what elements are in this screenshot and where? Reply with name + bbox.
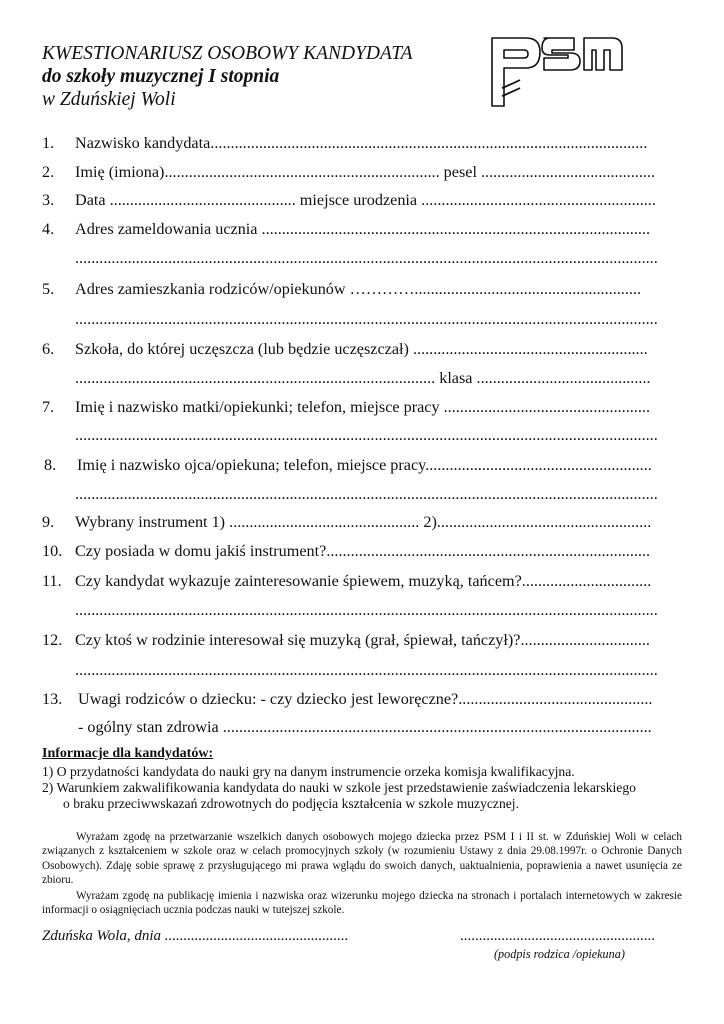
question-text: Adres zameldowania ucznia ................................................................................................ <box>75 220 651 238</box>
question-number: 2. <box>42 163 55 181</box>
question-text: Czy posiada w domu jakiś instrument?................................................................................ <box>75 542 651 560</box>
place-date-label: Zduńska Wola, dnia ................................................. <box>42 928 349 944</box>
question-number: 8. <box>44 456 57 474</box>
question-number: 3. <box>42 191 55 209</box>
question-text: Imię i nazwisko matki/opiekunki; telefon, miejsce pracy ................................................... <box>75 398 650 416</box>
form-title <box>42 42 482 111</box>
question-text: ................................................................................................................................................ <box>75 485 658 503</box>
question-text: Czy ktoś w rodzinie interesował się muzyką (grał, śpiewał, tańczył)?................................ <box>75 631 650 649</box>
info-item-2-cont: o braku przeciwwskazań zdrowotnych do podjęcia kształcenia w szkole muzycznej. <box>63 796 519 811</box>
signature-caption: (podpis rodzica /opiekuna) <box>494 947 625 961</box>
question-text: Uwagi rodziców o dziecku: - czy dziecko jest leworęczne?................................................ <box>78 690 653 708</box>
question-text: Imię (imiona).................................................................... pesel ........................................... <box>75 163 656 181</box>
title-line-3: w Zduńskiej Woli <box>42 89 176 110</box>
signature-field[interactable]: .................................................... <box>460 928 655 944</box>
question-text: Czy kandydat wykazuje zainteresowanie śpiewem, muzyką, tańcem?................................ <box>75 572 652 590</box>
question-text: ................................................................................................................................................ <box>75 661 658 679</box>
question-number: 13. <box>42 690 63 708</box>
question-text: Szkoła, do której uczęszcza (lub będzie uczęszczał) .......................................................... <box>75 340 648 358</box>
consent-text <box>42 830 682 917</box>
consent-paragraph-2: Wyrażam zgodę na publikację imienia i nazwiska oraz wizerunku mojego dziecka na stronach i portalach internetowych w zakresie informacji o osiągnięciach ucznia podczas nauki w tutejszej szkole. <box>42 889 682 917</box>
question-text: Data .............................................. miejsce urodzenia .......................................................... <box>75 191 656 209</box>
question-number: 6. <box>42 340 55 358</box>
question-number: 11. <box>42 572 62 590</box>
question-number: 4. <box>42 220 55 238</box>
question-text: ......................................................................................... klasa ........................................... <box>75 369 651 387</box>
question-number: 12. <box>42 631 63 649</box>
question-number: 10. <box>42 542 63 560</box>
title-line-2: do szkoły muzycznej I stopnia <box>42 66 280 87</box>
info-heading: Informacje dla kandydatów: <box>42 746 214 761</box>
question-text: ................................................................................................................................................ <box>75 310 658 328</box>
question-text: ................................................................................................................................................ <box>75 601 658 619</box>
question-text: - ogólny stan zdrowia .......................................................................................................... <box>78 718 652 736</box>
question-text: Nazwisko kandydata............................................................................................................ <box>75 134 648 152</box>
question-number: 1. <box>42 134 55 152</box>
title-line-1: KWESTIONARIUSZ OSOBOWY KANDYDATA <box>42 43 413 64</box>
question-number: 9. <box>42 513 55 531</box>
place-date-field[interactable] <box>42 928 349 945</box>
info-item-2: 2) Warunkiem zakwalifikowania kandydata do nauki w szkole jest przedstawienie zaświadczenia lekarskiego <box>42 780 636 795</box>
consent-paragraph-1: Wyrażam zgodę na przetwarzanie wszelkich danych osobowych mojego dziecka przez PSM I i II st. w Zduńskiej Woli w celach związanych z kształceniem w szkole oraz w celach promocyjnych szkoły (w rozumieniu Ustawy z dnia 29.08.1997r. o Ochronie Danych Osobowych). Zdaję sobie sprawę z przysługującego mi prawa wglądu do swoich danych, uaktualnienia, poprawienia a nawet usunięcia ze zbioru. <box>42 831 682 887</box>
psm-logo <box>488 28 624 110</box>
question-text: Adres zamieszkania rodziców/opiekunów …………........................................................ <box>75 280 642 298</box>
info-item-1: 1) O przydatności kandydata do nauki gry na danym instrumencie orzeka komisja kwalifikacyjna. <box>42 764 575 779</box>
question-text: Wybrany instrument 1) ............................................... 2)..................................................... <box>75 513 652 531</box>
question-text: Imię i nazwisko ojca/opiekuna; telefon, miejsce pracy........................................................ <box>77 456 652 474</box>
question-number: 7. <box>42 398 55 416</box>
question-text: ................................................................................................................................................ <box>75 426 658 444</box>
question-text: ................................................................................................................................................ <box>75 249 658 267</box>
question-number: 5. <box>42 280 55 298</box>
